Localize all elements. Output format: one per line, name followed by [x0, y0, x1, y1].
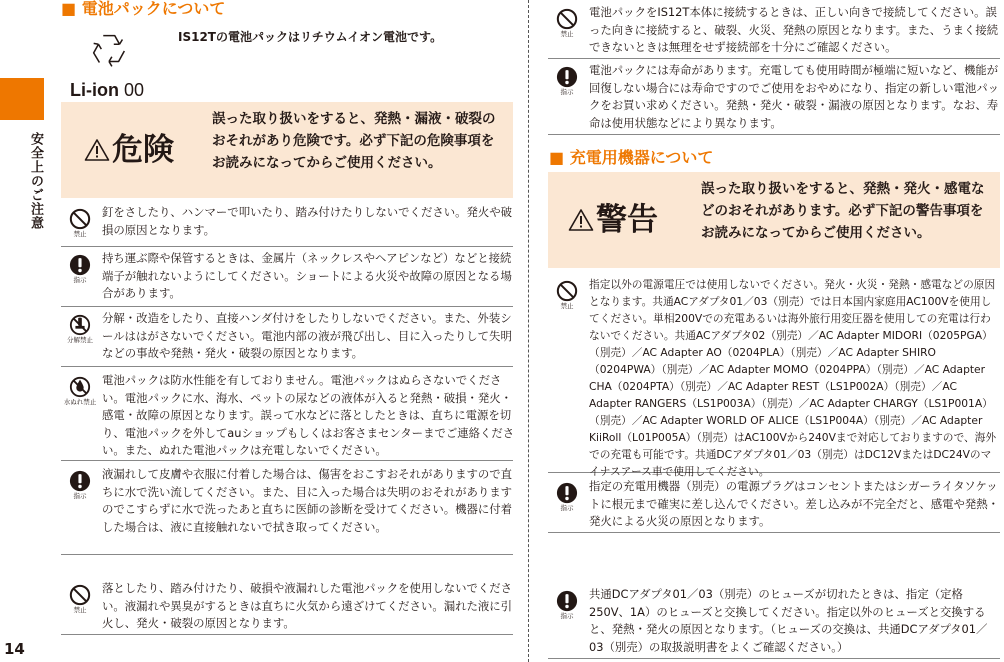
prohibited-icon: [550, 8, 584, 38]
column-divider: [528, 0, 529, 662]
warning-triangle-icon: [84, 138, 110, 162]
icon-label: 禁止: [560, 302, 574, 310]
no-disassembly-icon: [63, 314, 97, 344]
list-item: [61, 204, 513, 247]
list-item: [548, 62, 1000, 135]
prohibited-icon: [550, 280, 584, 310]
prohibited-icon: [63, 584, 97, 614]
item-text: 電池パックをIS12T本体に接続するときは、正しい向きで接続してください。誤った向きに接続すると、破裂、火災、発熱の原因となります。また、うまく接続できないときは無理をせず接続部を十分にご確認ください。: [589, 5, 999, 54]
item-text: 液漏れして皮膚や衣服に付着した場合は、傷害をおこすおそれがありますので直ちに水で洗い流してください。また、目に入った場合は失明のおそれがありますのでこすらずに水で洗ったあと直ちに医師の診断を受けてください。機器に付着した場合は、液に直接触れないで拭き取ってください。: [102, 467, 513, 534]
chapter-tab-label: 安全上のご注意: [28, 132, 43, 230]
icon-label: 指示: [73, 276, 87, 284]
item-text: 持ち運ぶ際や保管するときは、金属片（ネックレスやヘアピンなど）などと接続端子が触れないようにしてください。ショートによる火災や故障の原因となる場合があります。: [102, 251, 512, 300]
instruction-icon: [63, 254, 97, 284]
icon-label: 指示: [73, 492, 87, 500]
list-item: [548, 276, 1000, 478]
icon-label: 禁止: [560, 30, 574, 38]
item-text: 分解・改造をしたり、直接ハンダ付けをしたりしないでください。また、外装シールははがさないでください。電池内部の液が飛び出し、目に入ったりして失明などの事故や発熱・発火・破裂の原因となります。: [102, 311, 512, 360]
item-text: 指定以外の電源電圧では使用しないでください。発火・火災・発熱・感電などの原因となります。共通ACアダプタ01／03（別売）では日本国内家庭用AC100Vを使用してください。単相200Vでの充電あるいは海外旅行用変圧器を使用しての充電は行わないでください。共通ACアダプタ02（別売）／AC Adapter MIDORI（0205PGA）（別売）／AC Adapter AO（0204PLA）（別売）／AC Adapter SHIRO（0204PWA）（別売）／AC Adapter MOMO（0204PPA）（別売）／AC Adapter CHA（0204PTA）（別売）／AC Adapter REST（LS1P002A）（別売）／AC Adapter RANGERS（LS1P003A）（別売）／AC Adapter CHARGY（LS1P001A）（別売）／AC Adapter WORLD OF ALICE（LS1P004A）（別売）／AC Adapter KiiRoll（L01P005A）（別売）はAC100Vから240Vまで対応しておりますので、海外での充電も可能です。共通DCアダプタ01／03（別売）はDC12VまたはDC24Vのマイナスアース車で使用してください。: [589, 278, 997, 478]
icon-label: 禁止: [73, 606, 87, 614]
item-text: 釘をさしたり、ハンマーで叩いたり、踏み付けたりしないでください。発火や破損の原因となります。: [102, 205, 513, 237]
item-text: 電池パックには寿命があります。充電しても使用時間が極端に短いなど、機能が回復しない場合には寿命ですのでご使用をおやめになり、指定の新しい電池パックをお買い求めください。発熱・発火・破裂・漏液の原因となります。なお、寿命は使用状態などにより異なります。: [589, 63, 1000, 130]
battery-description: IS12Tの電池パックはリチウムイオン電池です。: [178, 30, 443, 44]
list-item: [548, 586, 1000, 659]
icon-label: 指示: [560, 504, 574, 512]
icon-label: 禁止: [73, 230, 87, 238]
warning-triangle-icon: [568, 208, 594, 232]
item-text: 落としたり、踏み付けたり、破損や液漏れした電池パックを使用しないでください。液漏れや異臭がするときは直ちに火気から遠ざけてください。漏れた液に引火し、発火・破裂の原因となります。: [102, 581, 513, 630]
danger-message: 誤った取り扱いをすると、発熱・漏液・破裂のおそれがあり危険です。必ず下記の危険事項をお読みになってからご使用ください。: [212, 111, 496, 171]
instruction-icon: [550, 590, 584, 620]
instruction-icon: [550, 482, 584, 512]
item-text: 共通DCアダプタ01／03（別売）のヒューズが切れたときは、指定（定格250V、1A）のヒューズと交換してください。指定以外のヒューズと交換すると、発熱・発火の原因となります。（ヒューズの交換は、共通DCアダプタ01／03（別売）の取扱説明書をよくご確認ください。）: [589, 587, 988, 654]
list-item: [61, 310, 513, 367]
list-item: [61, 580, 513, 635]
list-item: [61, 372, 513, 461]
danger-word: 危険: [112, 132, 174, 168]
li-ion-text: Li-ion: [70, 80, 119, 100]
li-ion-code: 00: [124, 80, 145, 100]
charger-section-title: ■ 充電用機器について: [549, 148, 714, 167]
icon-label: 水ぬれ禁止: [63, 398, 97, 406]
instruction-icon: [63, 470, 97, 500]
list-item: [61, 466, 513, 555]
prohibited-icon: [63, 208, 97, 238]
chapter-tab-marker: [0, 78, 44, 120]
battery-section-title: ■ 電池パックについて: [61, 0, 226, 18]
icon-label: 分解禁止: [67, 336, 93, 344]
list-item: [61, 250, 513, 307]
item-text: 電池パックは防水性能を有しておりません。電池パックはぬらさないでください。電池パックに水、海水、ペットの尿などの液体が入ると発熱・破損・発火・感電・故障の原因となります。誤って水などに落としたときは、直ちに電源を切り、電池パックを外してauショップもしくはお客さまセンターまでご連絡ください。また、ぬれた電池パックは充電しないでください。: [102, 373, 515, 457]
warning-heading: [568, 203, 658, 237]
warning-word: 警告: [596, 202, 658, 238]
item-text: 指定の充電用機器（別売）の電源プラグはコンセントまたはシガーライタソケットに根元まで確実に差し込んでください。差し込みが不完全だと、感電や発熱・発火による火災の原因となります。: [589, 479, 1000, 528]
instruction-icon: [550, 66, 584, 96]
icon-label: 指示: [560, 88, 574, 96]
page-number: 14: [4, 640, 25, 658]
recycle-icon: [86, 28, 132, 74]
no-wet-icon: [63, 376, 97, 406]
li-ion-label: [70, 80, 144, 101]
list-item: [548, 4, 1000, 59]
list-item: [548, 478, 1000, 533]
icon-label: 指示: [560, 612, 574, 620]
warning-message: 誤った取り扱いをすると、発熱・発火・感電などのおそれがあります。必ず下記の警告事項をお読みになってからご使用ください。: [701, 181, 985, 241]
danger-heading: [84, 133, 174, 167]
